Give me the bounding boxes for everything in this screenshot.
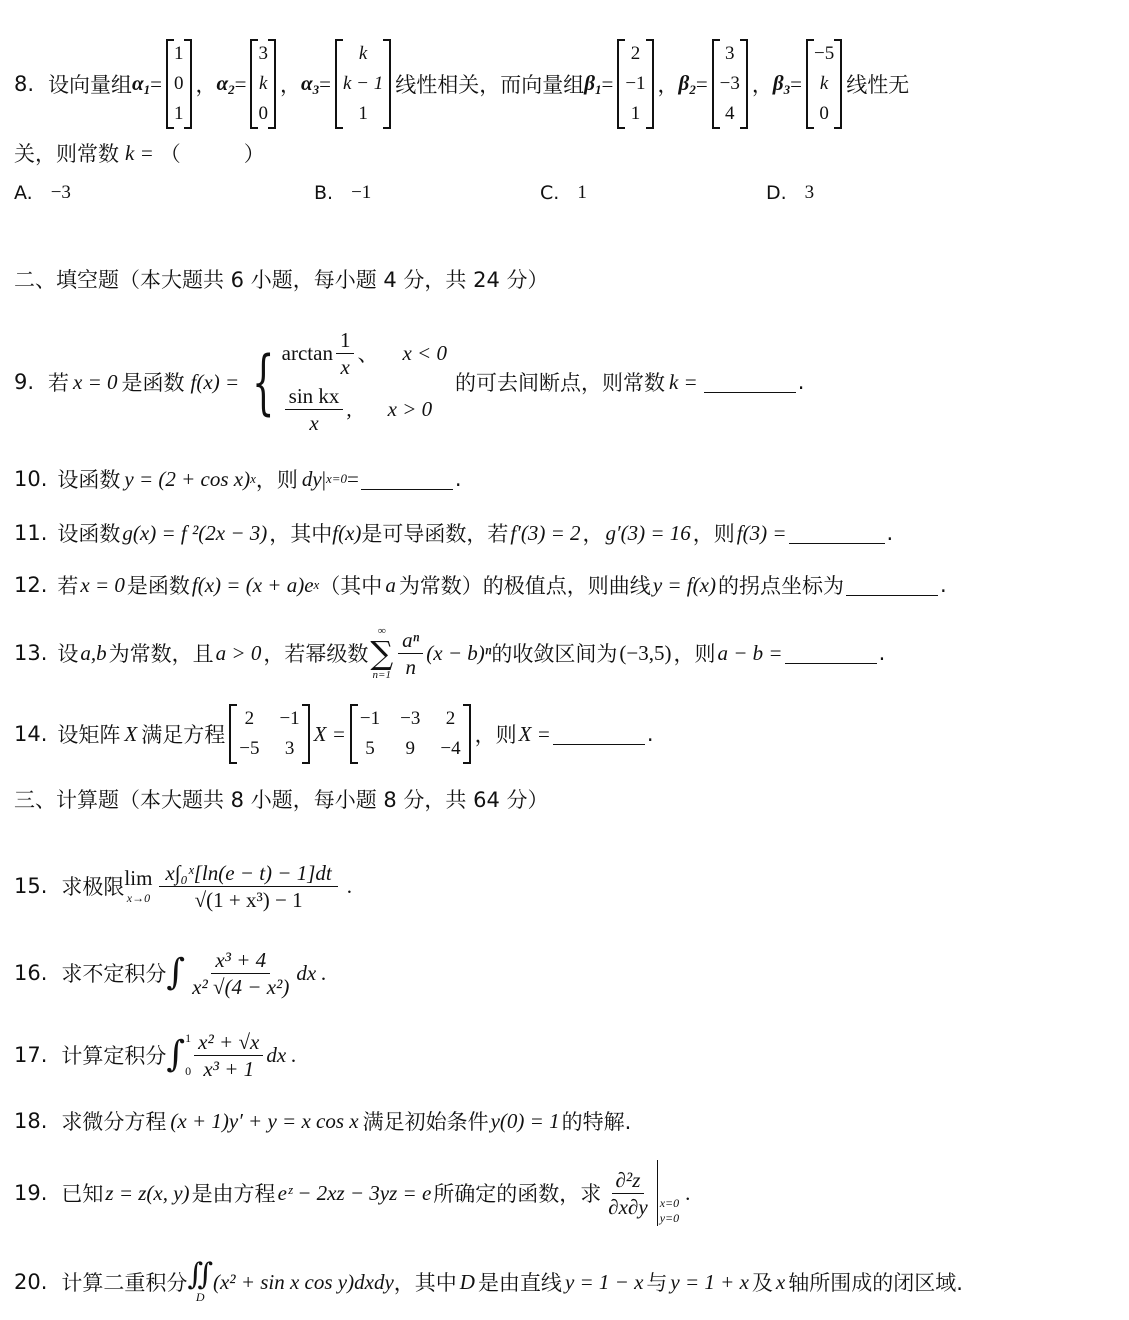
matrix-a: 2 −1 −5 3 — [229, 704, 309, 764]
section3-title: 三、计算题（本大题共 8 小题，每小题 8 分，共 64 分） — [14, 788, 549, 812]
q14-line: 14. 设矩阵 X 满足方程 2 −1 −5 3 X = −1 −3 2 5 9 −4 ，则 X = . — [14, 702, 654, 766]
q8-option-c: C. 1 — [540, 182, 587, 204]
lim-operator: lim x→0 — [124, 866, 153, 905]
integral-sign: ∫ — [166, 952, 186, 993]
definite-integral-sign: ∫ — [166, 1034, 186, 1075]
alpha2-vector: 3 k 0 — [250, 39, 276, 129]
eval-bar: x=0 y=0 — [657, 1160, 679, 1226]
q16-line: 16. 求不定积分 ∫ $\frac{\text{x³ + 4}}{\text{x² √(4 − x²)}}$ dx . — [14, 947, 327, 999]
alpha1-label: $\alpha_1$ — [132, 70, 151, 97]
q10-line: 10. 设函数 y = (2 + cos x) x ，则 dy | x=0 = . — [14, 466, 462, 492]
sum-symbol: ∞ ∑ n=1 — [370, 624, 394, 681]
q8-number: 8. — [14, 72, 35, 96]
beta2-vector: 3 −3 4 — [712, 39, 748, 129]
q8-paren: （ ） — [159, 142, 265, 166]
q8-line2-prefix: 关，则常数 — [14, 142, 119, 166]
alpha1-vector: 1 0 1 — [166, 39, 192, 129]
q8-middle: 线性相关，而向量组 — [395, 73, 585, 97]
q9-line: 9. 若 x = 0 是函数 f(x) = { arctan $\frac{1}{x}$ 、 x < 0 $\frac{\text{sin kx}}{x}$ , x > 0 的可去间断点，则常数 k = . — [14, 326, 804, 438]
alpha3-vector: k k − 1 1 — [335, 39, 391, 129]
beta2-label: $\beta_2$ — [678, 70, 696, 97]
q11-line: 11. 设函数 g(x) = f ²(2x − 3) ，其中 f(x) 是可导函数，若 f′(3) = 2 ， g′(3) = 16 ，则 f(3) = . — [14, 520, 894, 546]
beta3-vector: −5 k 0 — [806, 39, 842, 129]
q12-blank — [846, 575, 938, 596]
q8-option-d: D. 3 — [766, 182, 815, 204]
alpha3-label: $\alpha_3$ — [300, 70, 320, 97]
q19-line: 19. 已知 z = z(x, y) 是由方程 eᶻ − 2xz − 3yz = e 所确定的函数，求 $\frac{\text{∂²z}}{\partial x\partial y}$ x=0 y=0 . — [14, 1152, 690, 1234]
q15-line: 15. 求极限 lim x→0 $\frac{\text{x∫₀ˣ[ln(e − t) − 1]dt}}{\text{√(1 + x³) − 1}}$ . — [14, 860, 352, 912]
matrix-b: −1 −3 2 5 9 −4 — [350, 704, 471, 764]
q8-k: k = — [125, 140, 154, 165]
q18-line: 18. 求微分方程 (x + 1)y′ + y = x cos x 满足初始条件 y(0) = 1 的特解. — [14, 1108, 632, 1134]
q8-intro: 设向量组 — [48, 73, 133, 97]
q12-line: 12. 若 x = 0 是函数 f(x) = (x + a)e x （其中 a 为常数）的极值点，则曲线 y = f(x) 的拐点坐标为 . — [14, 572, 947, 598]
q8-tail: 线性无 — [846, 73, 910, 97]
q17-line: 17. 计算定积分 ∫ 1 0 $\frac{\text{x² + √x}}{\text{x³ + 1}}$ dx . — [14, 1029, 297, 1081]
q13-blank — [785, 643, 877, 664]
q14-blank — [553, 724, 645, 745]
brace: { — [252, 341, 275, 423]
q8-option-a: A. −3 — [14, 182, 71, 204]
q9-cases: arctan $\frac{1}{x}$ 、 x < 0 $\frac{\text{sin kx}}{x}$ , x > 0 — [281, 327, 447, 435]
q8-option-b: B. −1 — [314, 182, 372, 204]
beta3-label: $\beta_3$ — [772, 70, 791, 97]
q13-line: 13. 设 a,b 为常数，且 a > 0 ，若幂级数 ∞ ∑ n=1 $\frac{\text{aⁿ}}{n}$ (x − b)ⁿ 的收敛区间为 (−3,5) ，则 a − b = . — [14, 624, 886, 681]
q11-blank — [789, 523, 885, 544]
beta1-label: $\beta_1$ — [584, 70, 602, 97]
double-integral-sign: ∬ D — [187, 1256, 213, 1304]
section2-title: 二、填空题（本大题共 6 小题，每小题 4 分，共 24 分） — [14, 268, 549, 292]
alpha2-label: $\alpha_2$ — [216, 70, 235, 97]
q10-blank — [361, 469, 453, 490]
q8-line2 — [14, 138, 265, 168]
q9-blank — [704, 372, 796, 393]
q20-line: 20. 计算二重积分 ∬ D (x² + sin x cos y)dxdy ，其中 D 是由直线 y = 1 − x 与 y = 1 + x 及 x 轴所围成的闭区域. — [14, 1256, 963, 1304]
beta1-vector: 2 −1 1 — [617, 39, 653, 129]
q8-line1: 8. 设向量组 $\alpha_1$ = 1 0 1 ， $\alpha_2$ = 3 k 0 ， $\alpha_3$ = k k − 1 1 线性相关，而向量组 $\beta_1$ = 2 −1 1 ， $\beta_2$ = 3 −3 4 ， $\beta_3$ = −5 k 0 线性无 — [14, 34, 909, 134]
